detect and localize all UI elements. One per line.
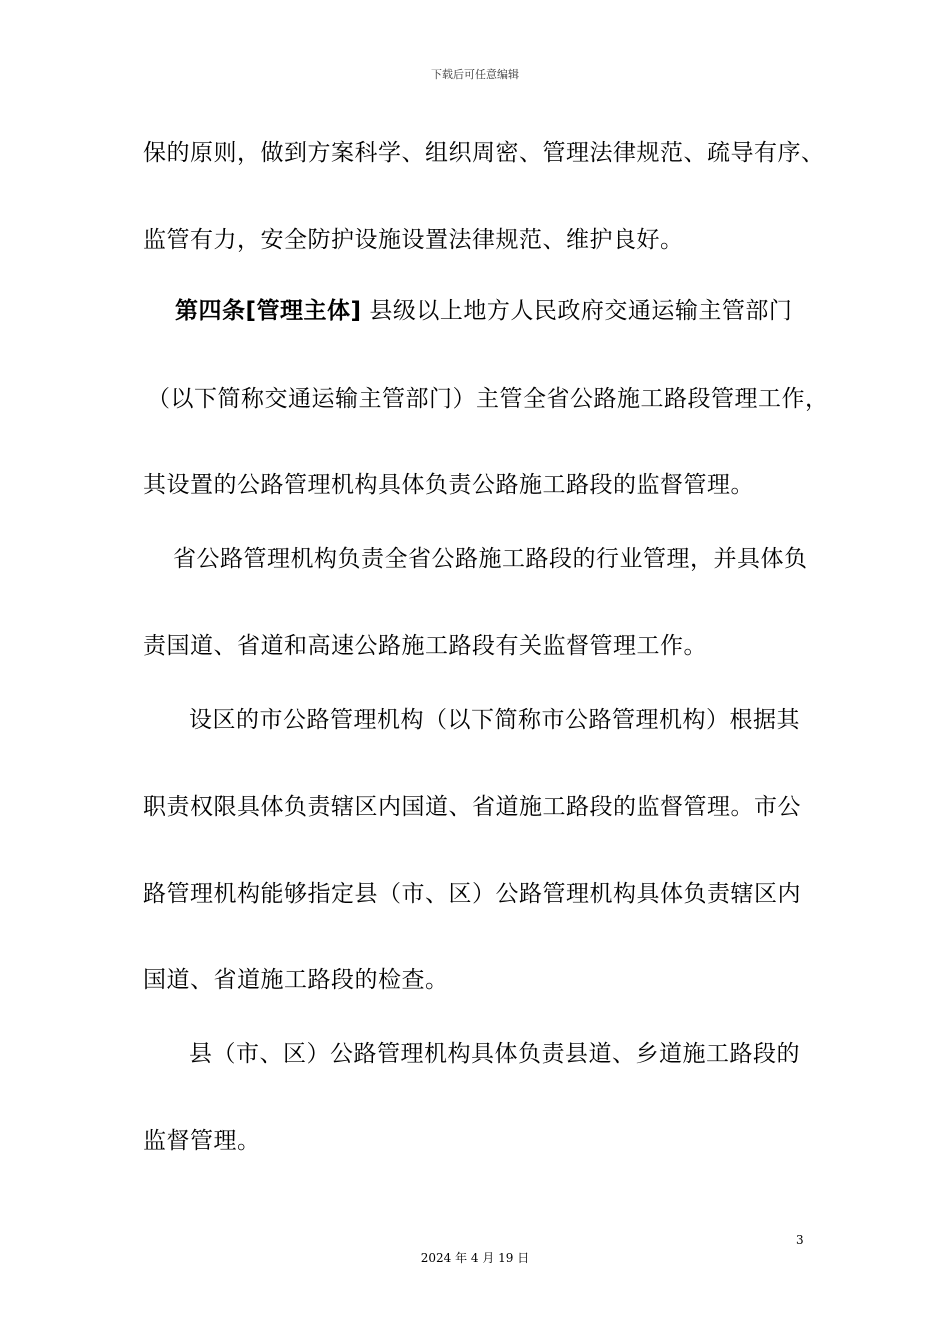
body-line-10: 路管理机构能够指定县（市、区）公路管理机构具体负责辖区内	[143, 881, 801, 907]
body-line-12: 县（市、区）公路管理机构具体负责县道、乡道施工路段的	[189, 1041, 800, 1067]
page-header: 下载后可任意编辑	[431, 68, 519, 81]
page-date: 2024 年 4 月 19 日	[420, 1251, 530, 1265]
body-line-3: 县级以上地方人民政府交通运输主管部门	[369, 298, 793, 324]
body-line-4: （以下简称交通运输主管部门）主管全省公路施工路段管理工作，	[147, 386, 829, 412]
article-heading: 第四条[管理主体]	[175, 298, 362, 324]
body-line-7: 责国道、省道和高速公路施工路段有关监督管理工作。	[143, 633, 707, 659]
body-line-11: 国道、省道施工路段的检查。	[143, 967, 449, 993]
body-line-5: 其设置的公路管理机构具体负责公路施工路段的监督管理。	[143, 472, 754, 498]
body-line-6: 省公路管理机构负责全省公路施工路段的行业管理，并具体负	[173, 546, 808, 572]
body-line-2: 监管有力，安全防护设施设置法律规范、维护良好。	[143, 227, 684, 253]
body-line-13: 监督管理。	[143, 1128, 261, 1154]
body-line-1: 保的原则，做到方案科学、组织周密、管理法律规范、疏导有序、	[143, 140, 825, 166]
page-number: 3	[796, 1233, 804, 1247]
article-paragraph	[175, 296, 792, 326]
body-line-9: 职责权限具体负责辖区内国道、省道施工路段的监督管理。市公	[143, 794, 801, 820]
body-line-8: 设区的市公路管理机构（以下简称市公路管理机构）根据其	[189, 707, 800, 733]
